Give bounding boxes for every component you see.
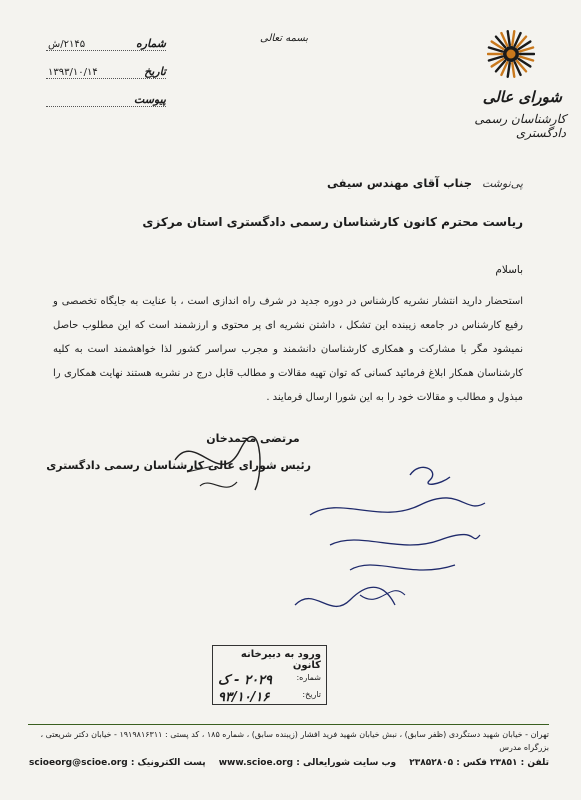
stamp-date-row bbox=[218, 690, 321, 705]
footer-phone: تلفن : ۲۳۸۵۱ فکس : ۲۳۸۵۲۸۰۵ bbox=[409, 758, 549, 768]
letter-date-row bbox=[46, 54, 166, 79]
footer-website-group bbox=[219, 758, 396, 768]
stamp-date-label: تاریخ: bbox=[302, 690, 321, 699]
logo-line-2: کارشناسان رسمی دادگستری bbox=[474, 112, 566, 140]
footer-email-group bbox=[29, 758, 206, 768]
basmala: بسمه تعالی bbox=[260, 33, 309, 44]
stamp-number-label: شماره: bbox=[296, 673, 321, 682]
logo-ray bbox=[508, 63, 510, 77]
stamp-number-row bbox=[218, 673, 321, 688]
salutation: باسلام bbox=[495, 264, 523, 276]
letter-body: استحضار دارید انتشار نشریه کارشناس در دوره جدید در شرف راه اندازی است ، با عنایت به جایگاه تخصصی و رفیع کارشناس در جامعه زیبنده این تشکل ، داشتن نشریه ای پر محتوی و ارزشمند است که این مطلوب حاصل نمیشود مگر با مشارکت و همکاری کارشناسان دانشمند و مجرب سراسر کشور لذا خواهشمند است به کلیه کارشناسان همکار ابلاغ فرمائید کسانی که توان تهیه مقالات و مطالب قابل درج در نشریه هستند نهایت همکاری را مبذول و مطالب و مقالات خود را به این شورا ارسال فرمایند . bbox=[53, 296, 523, 403]
handwritten-mark: پی‌نوشت bbox=[482, 177, 523, 190]
logo-ray bbox=[508, 31, 510, 45]
letter-date-value: ۱۳۹۳/۱۰/۱۴ bbox=[48, 67, 98, 78]
footer-address: تهران - خیابان شهید دستگردی (ظفر سابق) ، نبش خیابان شهید فرید افشار (زیبنده سابق) ، شماره ۱۸۵ ، کد پستی : ۱۹۱۹۸۱۶۳۱۱ - خیابان دکتر شریعتی ، بزرگراه مدرس bbox=[40, 730, 549, 752]
footer-website[interactable]: www.scioe.org bbox=[218, 758, 294, 768]
letter-number-row bbox=[46, 26, 166, 51]
letter-date-label: تاریخ bbox=[144, 65, 166, 78]
sunburst-logo-icon bbox=[487, 30, 535, 78]
footer-divider bbox=[28, 724, 549, 725]
letter-number-value: ۲۱۴۵/ش bbox=[48, 39, 86, 50]
logo-ray bbox=[512, 63, 514, 77]
stamp-title: ورود به دبیرخانه کانون bbox=[240, 649, 321, 671]
footer-website-label: وب سایت شورایعالی : bbox=[296, 758, 397, 768]
logo-line-1: شورای عالی bbox=[482, 88, 562, 106]
letter-attachment-label: پیوست bbox=[133, 93, 166, 106]
footer-email[interactable]: scioeorg@scioe.org bbox=[29, 758, 128, 768]
footer-email-label: پست الکترونیک : bbox=[130, 758, 206, 768]
signatory-name: مرتضی محمدخان bbox=[206, 432, 300, 445]
addressee bbox=[327, 176, 523, 190]
letter-attachment-row bbox=[46, 82, 166, 107]
signature-scribble bbox=[165, 420, 275, 510]
footer-contact bbox=[29, 758, 549, 768]
letter-number-label: شماره bbox=[135, 37, 166, 50]
entry-stamp bbox=[212, 645, 327, 705]
stamp-number-value: ۲۰۲۹ - ک bbox=[218, 673, 273, 688]
addressee-name: جناب آقای مهندس سیفی bbox=[326, 176, 472, 190]
letter-meta bbox=[46, 26, 166, 110]
logo-ray bbox=[512, 31, 514, 45]
handwritten-notes bbox=[290, 455, 490, 625]
organization-logo bbox=[456, 30, 566, 140]
signatory-title: رئیس شورای عالی کارشناسان رسمی دادگستری bbox=[46, 459, 311, 472]
stamp-date-value: ۹۳/۱۰/۱۶ bbox=[218, 690, 270, 705]
addressee-title: ریاست محترم کانون کارشناسان رسمی دادگستری استان مرکزی bbox=[142, 215, 523, 229]
